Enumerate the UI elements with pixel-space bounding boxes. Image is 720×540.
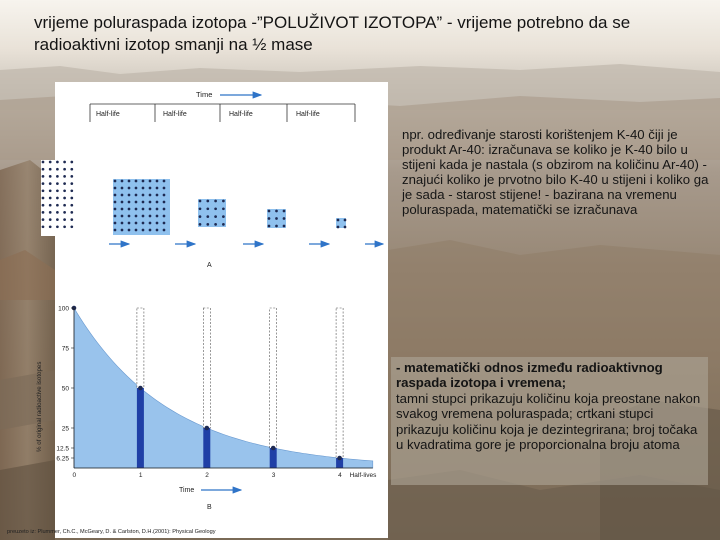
atom-dot bbox=[114, 208, 117, 211]
atom-dot bbox=[149, 187, 152, 190]
atom-dot bbox=[214, 200, 217, 203]
atom-dot bbox=[149, 201, 152, 204]
remaining-bar bbox=[137, 388, 144, 468]
atom-dot bbox=[163, 222, 166, 225]
atom-dot bbox=[114, 180, 117, 183]
atom-dot bbox=[56, 204, 59, 207]
atom-dot bbox=[63, 197, 66, 200]
atom-dot bbox=[121, 187, 124, 190]
panel-a-label: A bbox=[207, 262, 212, 269]
atom-dot bbox=[199, 223, 202, 226]
data-point bbox=[205, 426, 210, 431]
atom-dot bbox=[222, 207, 225, 210]
atom-dot bbox=[275, 210, 278, 213]
decay-area bbox=[74, 308, 373, 468]
atom-dot bbox=[199, 207, 202, 210]
atom-dot bbox=[121, 229, 124, 232]
remaining-bar bbox=[270, 448, 277, 468]
atom-dot bbox=[63, 161, 66, 164]
atom-dot bbox=[42, 225, 45, 228]
x-end-label: Half-lives bbox=[349, 472, 377, 479]
atom-dot bbox=[63, 218, 66, 221]
atom-dot bbox=[275, 225, 278, 228]
atom-dot bbox=[42, 197, 45, 200]
dashed-column bbox=[137, 308, 144, 388]
atom-dot bbox=[163, 194, 166, 197]
atom-dot bbox=[135, 201, 138, 204]
atom-dot bbox=[49, 161, 52, 164]
atom-dot bbox=[49, 218, 52, 221]
atom-dot bbox=[142, 222, 145, 225]
y-tick-label: 75 bbox=[61, 345, 69, 353]
atom-dot bbox=[128, 194, 131, 197]
atom-dot bbox=[70, 175, 73, 178]
atom-dot bbox=[206, 207, 209, 210]
remaining-bar bbox=[203, 428, 210, 468]
atom-dot bbox=[114, 187, 117, 190]
atom-dot bbox=[42, 218, 45, 221]
atom-dot bbox=[70, 197, 73, 200]
atom-dot bbox=[135, 222, 138, 225]
atom-dot bbox=[135, 208, 138, 211]
atom-dot bbox=[156, 222, 159, 225]
y-axis-label: % of original radioactive isotopes bbox=[36, 361, 43, 452]
atom-dot bbox=[337, 219, 340, 222]
data-point bbox=[271, 446, 276, 451]
atom-dot bbox=[70, 225, 73, 228]
atom-dot bbox=[163, 229, 166, 232]
atom-dot bbox=[114, 222, 117, 225]
atom-dot bbox=[142, 194, 145, 197]
atom-dot bbox=[149, 229, 152, 232]
atom-dot bbox=[142, 180, 145, 183]
atom-dot bbox=[156, 194, 159, 197]
y-tick-label: 100 bbox=[58, 305, 69, 313]
atom-dot bbox=[163, 187, 166, 190]
half-life-figure bbox=[7, 82, 388, 538]
atom-dot bbox=[70, 211, 73, 214]
atom-dot bbox=[70, 204, 73, 207]
atom-dot bbox=[142, 229, 145, 232]
dashed-column bbox=[203, 308, 210, 428]
atom-dot bbox=[56, 161, 59, 164]
half-life-label-4: Half-life bbox=[296, 111, 320, 118]
atom-dot bbox=[63, 225, 66, 228]
atom-dot bbox=[283, 217, 286, 220]
atom-dot bbox=[214, 223, 217, 226]
atom-dot bbox=[149, 222, 152, 225]
atom-dot bbox=[283, 210, 286, 213]
atom-dot bbox=[63, 182, 66, 185]
atom-dot bbox=[114, 201, 117, 204]
atom-dot bbox=[49, 189, 52, 192]
atom-dot bbox=[63, 189, 66, 192]
figure-credit: preuzeto iz: Plummer, Ch.C., McGeary, D. & Carlston, D.H.(2001): Physical Geology bbox=[7, 529, 216, 535]
atom-dots bbox=[42, 161, 347, 232]
atom-dot bbox=[128, 180, 131, 183]
atom-dot bbox=[344, 219, 347, 222]
atom-dot bbox=[70, 161, 73, 164]
atom-dot bbox=[70, 168, 73, 171]
atom-dot bbox=[49, 204, 52, 207]
atom-dot bbox=[128, 215, 131, 218]
x-tick-label: 1 bbox=[138, 472, 143, 479]
atom-dot bbox=[49, 168, 52, 171]
atom-dot bbox=[49, 175, 52, 178]
y-tick-label: 12.5 bbox=[56, 445, 69, 453]
atom-dot bbox=[135, 180, 138, 183]
atom-dot bbox=[222, 223, 225, 226]
atom-dot bbox=[63, 168, 66, 171]
half-life-label-2: Half-life bbox=[163, 111, 187, 118]
atom-dot bbox=[163, 201, 166, 204]
atom-dot bbox=[42, 204, 45, 207]
x-tick-label: 4 bbox=[338, 472, 342, 479]
atom-dot bbox=[114, 215, 117, 218]
atom-dot bbox=[163, 180, 166, 183]
atom-dot bbox=[142, 201, 145, 204]
atom-dot bbox=[42, 168, 45, 171]
example-paragraph: npr. određivanje starosti korištenjem K-40 čiji je produkt Ar-40: izračunava se koliko je K-40 bilo u stijeni kada je nastala (s obzirom na količinu Ar-40) - znajući koliko je prvotno bilo K-40 u stijeni i koliko ga je sada - starost stijene! - bazirana na vremenu poluraspada, matematički se izračunava bbox=[402, 127, 709, 217]
data-point bbox=[337, 456, 342, 461]
atom-dot bbox=[135, 215, 138, 218]
atom-dot bbox=[222, 200, 225, 203]
atom-dot bbox=[268, 210, 271, 213]
atom-dot bbox=[163, 215, 166, 218]
atom-dot bbox=[135, 194, 138, 197]
atom-dot bbox=[70, 189, 73, 192]
y-tick-label: 25 bbox=[61, 425, 69, 433]
atom-dot bbox=[121, 208, 124, 211]
atom-dot bbox=[268, 225, 271, 228]
atom-dot bbox=[156, 215, 159, 218]
x-tick-label: 2 bbox=[205, 472, 209, 479]
atom-dot bbox=[128, 208, 131, 211]
atom-dot bbox=[206, 215, 209, 218]
atom-dot bbox=[56, 189, 59, 192]
atom-dot bbox=[222, 215, 225, 218]
atom-dot bbox=[56, 211, 59, 214]
atom-dot bbox=[199, 215, 202, 218]
atom-dot bbox=[149, 180, 152, 183]
y-tick-label: 6.25 bbox=[56, 455, 69, 463]
y-tick-label: 50 bbox=[61, 385, 69, 393]
time-label-top: Time bbox=[196, 90, 213, 99]
atom-dot bbox=[142, 187, 145, 190]
atom-dot bbox=[56, 168, 59, 171]
atom-dot bbox=[42, 175, 45, 178]
atom-dot bbox=[70, 218, 73, 221]
explanation-bold: - matematički odnos između radioaktivnog raspada izotopa i vremena; bbox=[396, 360, 663, 391]
atom-dot bbox=[268, 217, 271, 220]
atom-dot bbox=[56, 197, 59, 200]
atom-dot bbox=[214, 215, 217, 218]
atom-dot bbox=[121, 215, 124, 218]
atom-dot bbox=[337, 226, 340, 229]
data-point bbox=[138, 386, 143, 391]
atom-dot bbox=[128, 229, 131, 232]
half-life-label-3: Half-life bbox=[229, 111, 253, 118]
atom-square-2 bbox=[198, 199, 226, 227]
dashed-column bbox=[270, 308, 277, 448]
atom-dot bbox=[56, 225, 59, 228]
atom-dot bbox=[49, 225, 52, 228]
atom-dot bbox=[142, 208, 145, 211]
atom-dot bbox=[206, 200, 209, 203]
atom-dot bbox=[121, 222, 124, 225]
figure-drawing bbox=[7, 82, 388, 538]
atom-dot bbox=[56, 218, 59, 221]
atom-dot bbox=[49, 197, 52, 200]
atom-dot bbox=[275, 217, 278, 220]
x-tick-label: 3 bbox=[271, 472, 276, 479]
atom-dot bbox=[163, 208, 166, 211]
atom-dot bbox=[135, 187, 138, 190]
atom-dot bbox=[156, 208, 159, 211]
atom-dot bbox=[49, 211, 52, 214]
atom-dot bbox=[156, 180, 159, 183]
atom-dot bbox=[56, 182, 59, 185]
atom-dot bbox=[344, 226, 347, 229]
atom-dot bbox=[121, 194, 124, 197]
x-axis-label: Time bbox=[179, 487, 195, 494]
explanation-text bbox=[396, 360, 704, 452]
atom-dot bbox=[135, 229, 138, 232]
atom-dot bbox=[49, 182, 52, 185]
x-tick-label: 0 bbox=[72, 472, 77, 479]
atom-dot bbox=[149, 215, 152, 218]
atom-dot bbox=[121, 201, 124, 204]
half-life-label-1: Half-life bbox=[96, 111, 120, 118]
explanation-body: tamni stupci prikazuju količinu koja preostane nakon svakog vremena poluraspada; crtkani stupci prikazuju količinu koja je dezintegrirana; broj točaka u kvadratima gore je proporcionalna broju atoma bbox=[396, 390, 701, 453]
atom-dot bbox=[114, 194, 117, 197]
atom-dot bbox=[42, 161, 45, 164]
atom-dot bbox=[128, 187, 131, 190]
atom-dot bbox=[70, 182, 73, 185]
atom-dot bbox=[156, 187, 159, 190]
atom-dot bbox=[149, 194, 152, 197]
atom-dot bbox=[214, 207, 217, 210]
atom-dot bbox=[63, 204, 66, 207]
atom-dot bbox=[128, 201, 131, 204]
atom-dot bbox=[63, 175, 66, 178]
atom-dot bbox=[149, 208, 152, 211]
atom-dot bbox=[114, 229, 117, 232]
atom-dot bbox=[56, 175, 59, 178]
atom-dot bbox=[42, 182, 45, 185]
atom-dot bbox=[283, 225, 286, 228]
atom-dot bbox=[199, 200, 202, 203]
atom-dot bbox=[42, 189, 45, 192]
atom-dot bbox=[42, 211, 45, 214]
slide-title: vrijeme poluraspada izotopa -”POLUŽIVOT IZOTOPA” - vrijeme potrebno da se radioaktivni izotop smanji na ½ mase bbox=[34, 13, 631, 54]
decay-chart bbox=[36, 306, 377, 512]
atom-dot bbox=[128, 222, 131, 225]
atom-dot bbox=[206, 223, 209, 226]
atom-dot bbox=[156, 201, 159, 204]
dashed-column bbox=[336, 308, 343, 458]
panel-b-label: B bbox=[207, 504, 212, 511]
atom-dot bbox=[142, 215, 145, 218]
atom-dot bbox=[121, 180, 124, 183]
atom-dot bbox=[63, 211, 66, 214]
atom-dot bbox=[156, 229, 159, 232]
